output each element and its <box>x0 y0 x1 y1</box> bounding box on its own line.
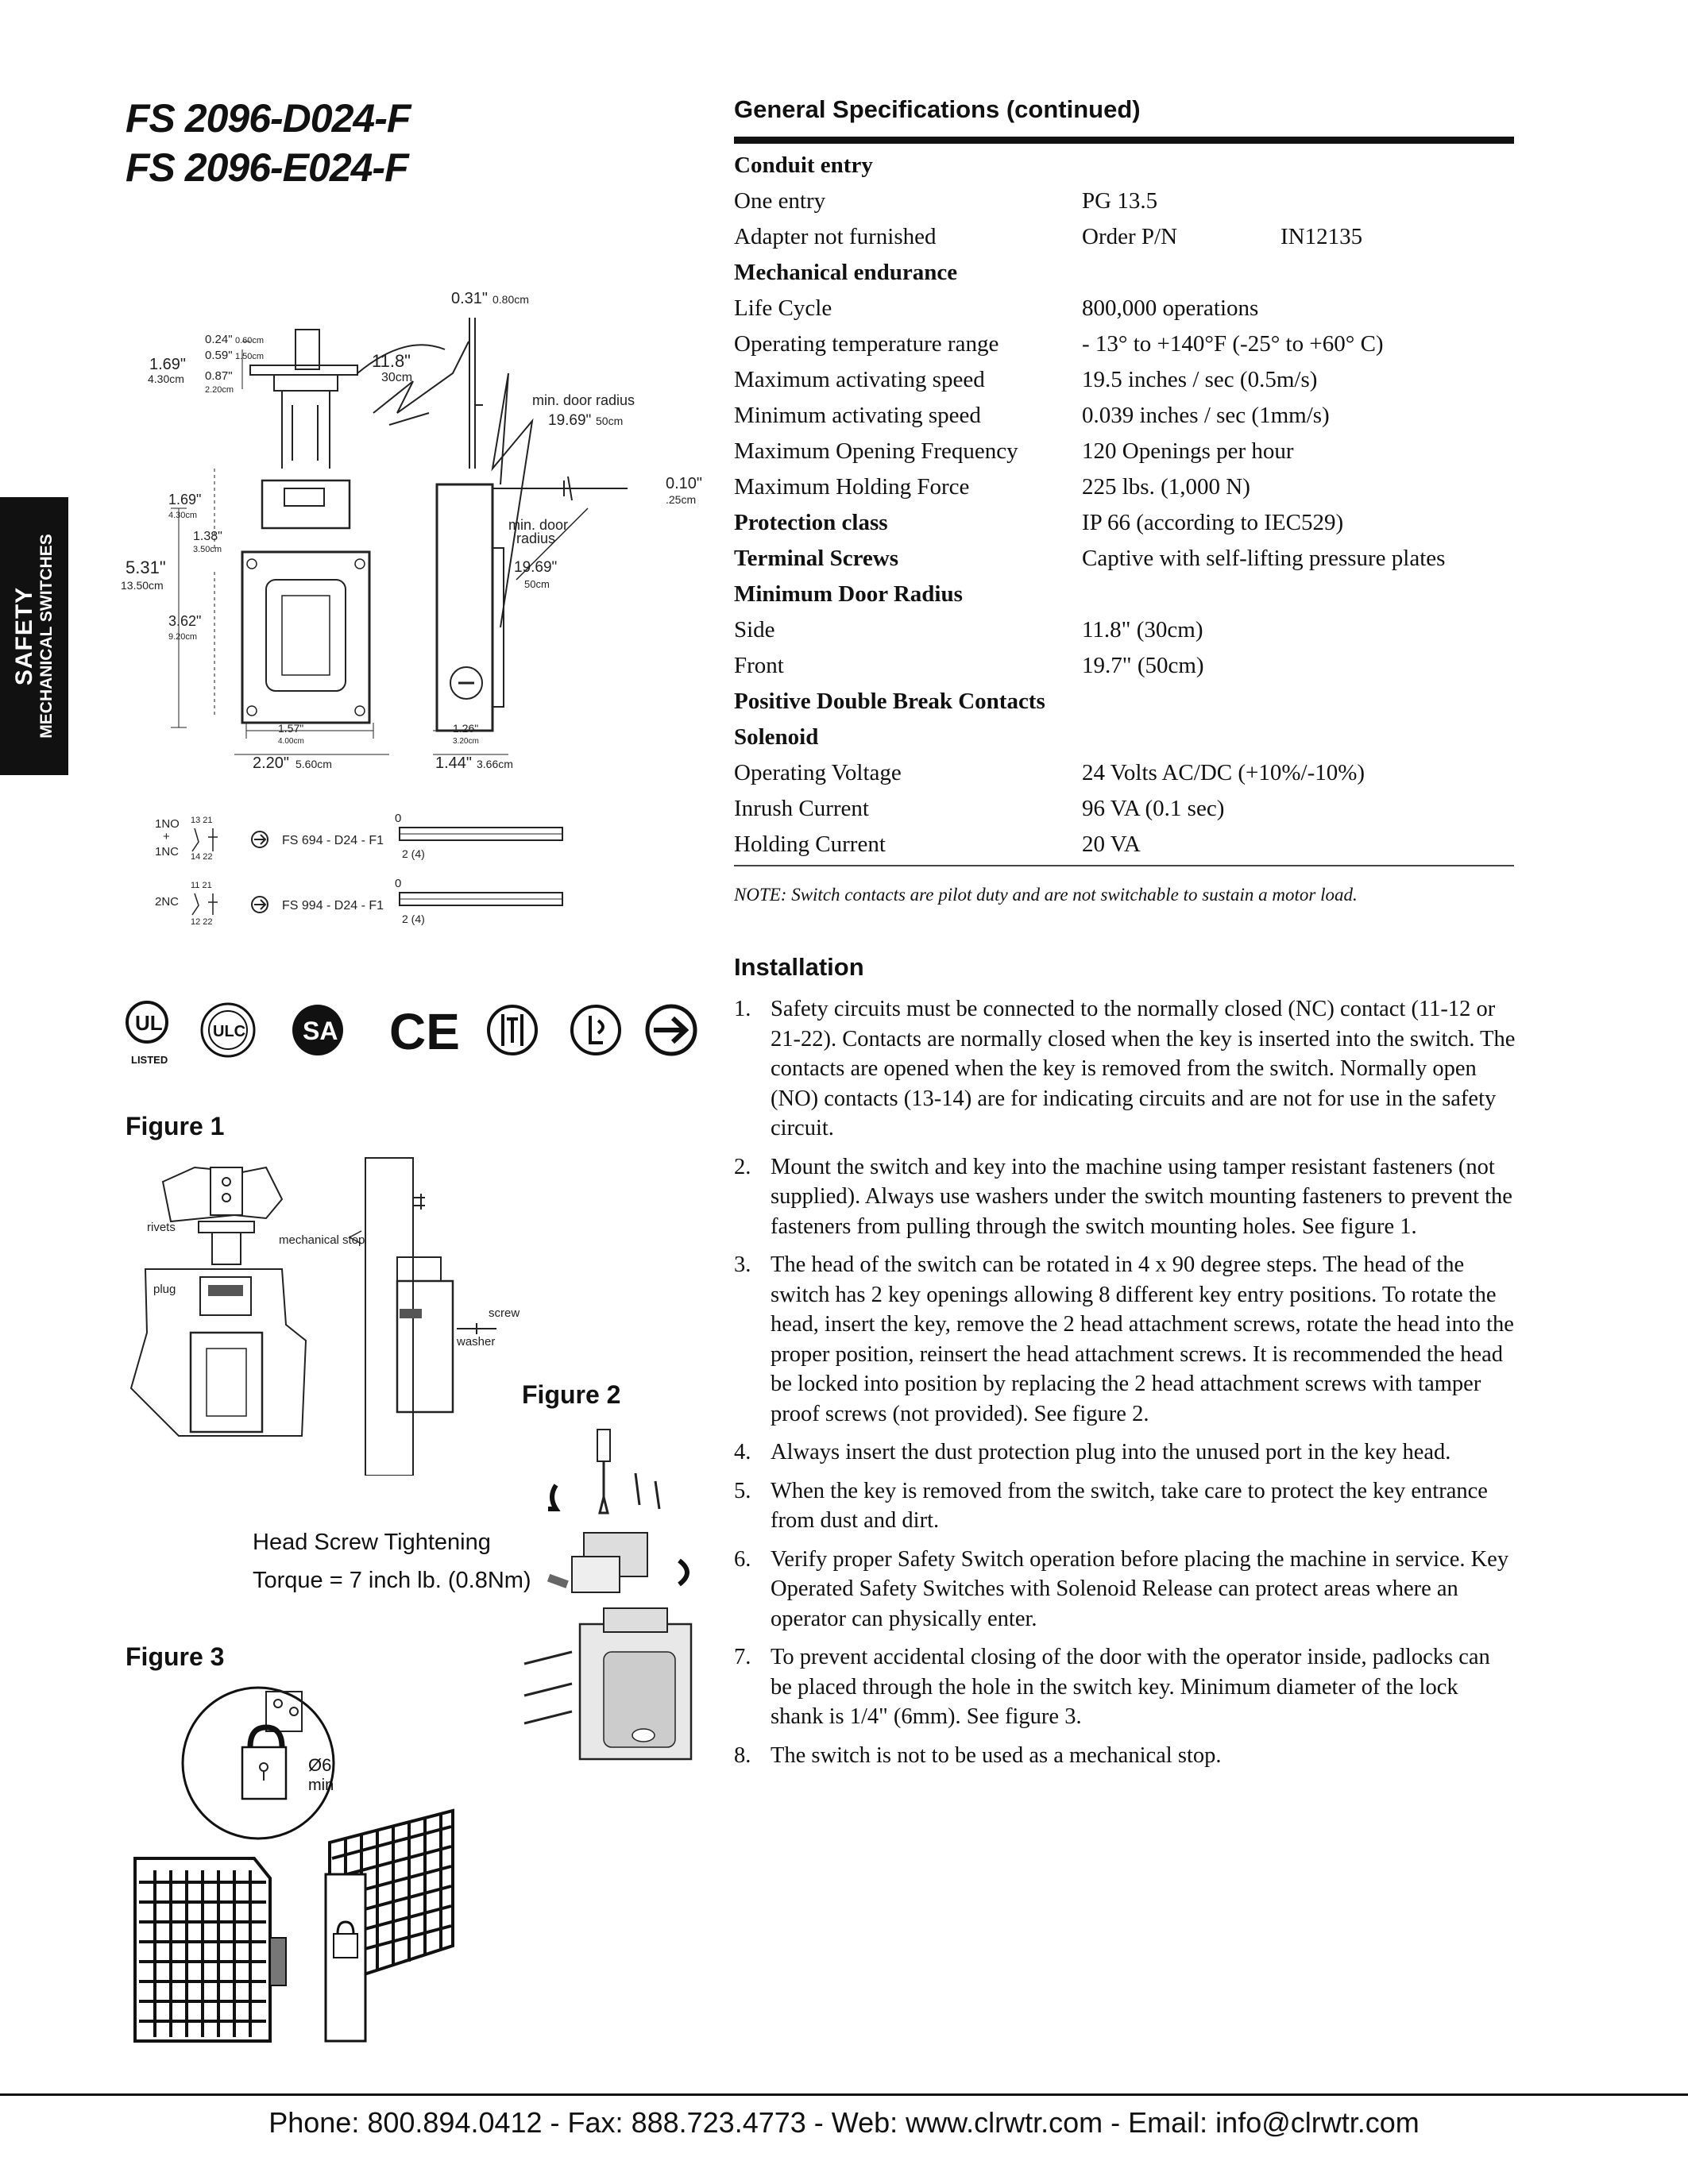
step-text: When the key is removed from the switch, take care to protect the key entrance from dust and dirt. <box>771 1478 1488 1533</box>
specs-table <box>734 148 1514 862</box>
svg-text:3.20cm: 3.20cm <box>453 737 479 746</box>
certification-logos <box>123 997 711 1068</box>
svg-text:radius: radius <box>516 531 556 546</box>
key-front <box>295 330 319 369</box>
svg-text:14 22: 14 22 <box>191 852 213 862</box>
figure3-illustration <box>119 1676 492 2049</box>
contact-diagram-1no1nc <box>155 812 562 862</box>
spec-label: Life Cycle <box>734 295 832 321</box>
svg-text:0.10": 0.10" <box>666 475 703 492</box>
spec-value <box>1082 684 1514 720</box>
svg-text:13.50cm: 13.50cm <box>121 579 164 592</box>
svg-text:.25cm: .25cm <box>666 493 697 506</box>
svg-text:3.50cm: 3.50cm <box>193 545 222 554</box>
spec-label: Operating temperature range <box>734 331 999 357</box>
product-model-e: FS 2096-E024-F <box>126 145 408 190</box>
installation-step <box>734 1545 1516 1634</box>
spec-value: 24 Volts AC/DC (+10%/-10%) <box>1082 760 1365 785</box>
product-model-d: FS 2096-D024-F <box>126 96 411 141</box>
svg-text:50cm: 50cm <box>524 578 550 590</box>
spec-label: Maximum activating speed <box>734 367 985 392</box>
step-number: 7. <box>734 1645 751 1669</box>
spec-label: Front <box>734 653 784 678</box>
step-text: The switch is not to be used as a mechanical stop. <box>771 1742 1222 1768</box>
torque-line2: Torque = 7 inch lb. (0.8Nm) <box>253 1568 531 1593</box>
svg-text:0: 0 <box>395 812 402 825</box>
spec-value: 0.039 inches / sec (1mm/s) <box>1082 403 1330 428</box>
spec-label: Holding Current <box>734 832 886 857</box>
contact-diagram-2nc <box>155 877 562 927</box>
step-number: 3. <box>734 1252 751 1277</box>
step-text: Always insert the dust protection plug into the unused port in the key head. <box>771 1440 1451 1464</box>
installation-step <box>734 1741 1516 1771</box>
svg-text:min. door: min. door <box>508 517 569 533</box>
svg-text:SA: SA <box>303 1017 338 1045</box>
svg-text:13 21: 13 21 <box>191 816 213 825</box>
spec-row <box>734 434 1514 469</box>
figure1-label: Figure 1 <box>126 1112 225 1140</box>
demko-logo <box>489 1006 536 1054</box>
svg-text:4.00cm: 4.00cm <box>278 737 304 746</box>
spec-label: Positive Double Break Contacts <box>734 689 1045 714</box>
svg-text:washer: washer <box>457 1335 496 1349</box>
installation-heading: Installation <box>734 953 864 981</box>
svg-text:0.87": 0.87" <box>205 369 233 383</box>
specs-heading-rule <box>734 137 1514 144</box>
spec-value <box>1082 255 1514 291</box>
spec-value: 225 lbs. (1,000 N) <box>1082 474 1250 500</box>
spec-row <box>734 183 1514 219</box>
svg-text:1.69": 1.69" <box>168 492 202 507</box>
svg-text:0.31": 0.31" <box>451 290 489 307</box>
spec-value-secondary: IN12135 <box>1280 224 1363 249</box>
spec-label: One entry <box>734 188 826 214</box>
svg-text:1.50cm: 1.50cm <box>235 352 265 361</box>
spec-row <box>734 326 1514 362</box>
svg-text:1NC: 1NC <box>155 845 180 859</box>
spec-row <box>734 398 1514 434</box>
spec-value: 800,000 operations <box>1082 295 1259 321</box>
svg-text:0: 0 <box>395 877 402 890</box>
svg-text:0.24": 0.24" <box>205 333 233 346</box>
svg-text:2NC: 2NC <box>155 895 180 909</box>
spec-row <box>734 255 1514 291</box>
spec-row <box>734 469 1514 505</box>
csa-logo <box>292 1005 343 1055</box>
svg-text:0.59": 0.59" <box>205 349 233 362</box>
specs-note: NOTE: Switch contacts are pilot duty and are not switchable to sustain a motor load. <box>734 885 1358 905</box>
installation-step <box>734 994 1516 1144</box>
ulc-logo <box>202 1004 254 1056</box>
spec-label: Terminal Screws <box>734 546 899 571</box>
spec-label: Maximum Holding Force <box>734 474 970 500</box>
svg-text:19.69": 19.69" <box>548 412 592 429</box>
spec-row <box>734 541 1514 577</box>
spec-value: - 13° to +140°F (-25° to +60° C) <box>1082 331 1384 357</box>
spec-value: IP 66 (according to IEC529) <box>1082 510 1344 535</box>
svg-text:CE: CE <box>389 1003 460 1060</box>
specs-bottom-rule <box>734 865 1514 866</box>
svg-text:2 (4): 2 (4) <box>402 847 425 860</box>
installation-step <box>734 1152 1516 1242</box>
svg-text:5.60cm: 5.60cm <box>295 758 332 770</box>
spec-value: 19.5 inches / sec (0.5m/s) <box>1082 367 1318 392</box>
spec-value: 96 VA (0.1 sec) <box>1082 796 1225 821</box>
svg-text:3.62": 3.62" <box>168 613 202 629</box>
svg-text:UL: UL <box>135 1011 163 1035</box>
step-number: 2. <box>734 1154 751 1179</box>
installation-step <box>734 1250 1516 1429</box>
svg-text:4.30cm: 4.30cm <box>168 511 198 520</box>
spec-label: Side <box>734 617 775 642</box>
installation-step <box>734 1437 1516 1468</box>
product-title <box>126 94 410 192</box>
spec-row <box>734 219 1514 255</box>
installation-list <box>734 994 1516 1779</box>
svg-text:2 (4): 2 (4) <box>402 913 425 925</box>
svg-text:LISTED: LISTED <box>131 1054 168 1066</box>
spec-value: 20 VA <box>1082 832 1141 857</box>
specs-heading: General Specifications (continued) <box>734 95 1141 123</box>
step-number: 6. <box>734 1546 751 1572</box>
section-side-tab <box>0 497 68 775</box>
spec-row <box>734 827 1514 862</box>
installation-step <box>734 1476 1516 1536</box>
spec-value <box>1082 720 1514 755</box>
spec-label: Protection class <box>734 510 888 535</box>
spec-row <box>734 362 1514 398</box>
spec-value: Order P/N <box>1082 224 1178 249</box>
spec-row <box>734 577 1514 612</box>
svg-text:50cm: 50cm <box>596 415 624 427</box>
svg-text:1.38": 1.38" <box>193 530 222 543</box>
svg-text:0.60cm: 0.60cm <box>235 336 265 345</box>
svg-text:min. door radius: min. door radius <box>532 392 635 408</box>
svg-text:+: + <box>163 830 170 843</box>
spec-value: PG 13.5 <box>1082 188 1158 214</box>
svg-text:2.20cm: 2.20cm <box>205 385 234 395</box>
svg-text:mechanical stop: mechanical stop <box>279 1233 365 1247</box>
spec-value <box>1082 577 1514 612</box>
svg-text:1.26": 1.26" <box>453 722 479 735</box>
footer-rule <box>0 2093 1688 2096</box>
figure3-label: Figure 3 <box>126 1642 225 1671</box>
spec-row <box>734 720 1514 755</box>
spec-value: Captive with self-lifting pressure plates <box>1082 546 1446 571</box>
spec-label: Conduit entry <box>734 152 873 178</box>
footer-contact: Phone: 800.894.0412 - Fax: 888.723.4773 - Web: www.clrwtr.com - Email: info@clrwtr.com <box>268 2106 1420 2139</box>
spec-value: 19.7" (50cm) <box>1082 653 1204 678</box>
spec-row <box>734 648 1514 684</box>
svg-text:Ø6: Ø6 <box>308 1755 332 1775</box>
step-number: 5. <box>734 1478 751 1503</box>
spec-label: Mechanical endurance <box>734 260 958 285</box>
spec-row <box>734 505 1514 541</box>
svg-text:ULC: ULC <box>213 1023 246 1040</box>
step-number: 1. <box>734 997 751 1021</box>
step-number: 8. <box>734 1742 751 1768</box>
spec-label: Solenoid <box>734 724 819 750</box>
svg-text:1.57": 1.57" <box>278 722 304 735</box>
spec-row <box>734 755 1514 791</box>
switch-body-side <box>437 484 492 731</box>
figure2-label: Figure 2 <box>522 1380 621 1409</box>
svg-text:1.44": 1.44" <box>435 754 473 772</box>
svg-text:plug: plug <box>153 1283 176 1296</box>
svg-text:11 21: 11 21 <box>191 881 212 890</box>
side-tab-secondary: MECHANICAL SWITCHES <box>37 534 56 739</box>
spec-label: Minimum Door Radius <box>734 581 963 607</box>
spec-label: Adapter not furnished <box>734 224 937 249</box>
svg-text:12 22: 12 22 <box>191 917 213 927</box>
svg-text:0.80cm: 0.80cm <box>492 293 529 306</box>
svg-text:rivets: rivets <box>147 1221 176 1234</box>
step-text: The head of the switch can be rotated in 4 x 90 degree steps. The head of the switch has 2 key openings allowing 8 different key entry positions. To rotate the head, insert the key, remove the 2 head attachment screws, rotate the head into the proper position, reinsert the head attachment screws. It is recommended the head be locked into position by replacing the 2 head attachment screws with tamper proof screws (not provided). See figure 2. <box>771 1252 1514 1426</box>
svg-text:3.66cm: 3.66cm <box>477 758 513 770</box>
svg-text:11.8": 11.8" <box>372 351 411 371</box>
spec-value: 120 Openings per hour <box>1082 438 1294 464</box>
spec-value: 11.8" (30cm) <box>1082 617 1203 642</box>
svg-text:1NO: 1NO <box>155 817 180 831</box>
svg-text:FS 694 - D24 - F1: FS 694 - D24 - F1 <box>282 834 384 847</box>
ce-logo <box>389 1003 460 1060</box>
svg-text:30cm: 30cm <box>381 371 413 384</box>
svg-text:1.69": 1.69" <box>149 356 187 373</box>
ul-listed-logo <box>127 1002 168 1066</box>
spec-label: Inrush Current <box>734 796 869 821</box>
figure1-illustration <box>123 1150 544 1476</box>
step-text: Mount the switch and key into the machine using tamper resistant fasteners (not supplied). Always use washers under the switch mounting fasteners to prevent the fasteners from pulling through the switch mounting holes. See figure 1. <box>771 1154 1512 1239</box>
spec-row <box>734 791 1514 827</box>
spec-label: Minimum activating speed <box>734 403 981 428</box>
positive-opening-logo <box>647 1006 695 1054</box>
svg-text:4.30cm: 4.30cm <box>148 372 184 385</box>
svg-text:FS 994 - D24 - F1: FS 994 - D24 - F1 <box>282 899 384 913</box>
torque-spec <box>253 1523 531 1599</box>
side-tab-primary: SAFETY <box>11 586 37 686</box>
svg-text:19.69": 19.69" <box>514 559 558 576</box>
svg-text:min: min <box>308 1777 334 1794</box>
spec-label: Maximum Opening Frequency <box>734 438 1018 464</box>
spec-row <box>734 291 1514 326</box>
dimension-drawing <box>119 286 723 937</box>
step-text: Verify proper Safety Switch operation before placing the machine in service. Key Operated Safety Switches with Solenoid Release can protect areas where an operator can physically enter. <box>771 1546 1509 1631</box>
spec-value <box>1082 148 1514 183</box>
svg-text:screw: screw <box>489 1306 520 1320</box>
step-number: 4. <box>734 1440 751 1464</box>
svg-text:9.20cm: 9.20cm <box>168 632 198 642</box>
svg-text:2.20": 2.20" <box>253 754 290 772</box>
step-text: To prevent accidental closing of the door with the operator inside, padlocks can be placed through the hole in the switch key. Minimum diameter of the lock shank is 1/4" (6mm). See figure 3. <box>771 1645 1490 1729</box>
svg-text:5.31": 5.31" <box>126 558 166 577</box>
spec-row <box>734 148 1514 183</box>
step-text: Safety circuits must be connected to the normally closed (NC) contact (11-12 or 21-22). Contacts are normally closed when the key is inserted into the switch. The contacts are opened when the key is removed from the switch. Normally open (NO) contacts (13-14) are for indicating circuits and are not for use in the safety circuit. <box>771 997 1516 1140</box>
spec-row <box>734 612 1514 648</box>
spec-row <box>734 684 1514 720</box>
installation-step <box>734 1642 1516 1732</box>
spec-label: Operating Voltage <box>734 760 902 785</box>
kema-logo <box>572 1006 620 1054</box>
torque-line1: Head Screw Tightening <box>253 1530 491 1555</box>
switch-body-front <box>242 552 369 723</box>
